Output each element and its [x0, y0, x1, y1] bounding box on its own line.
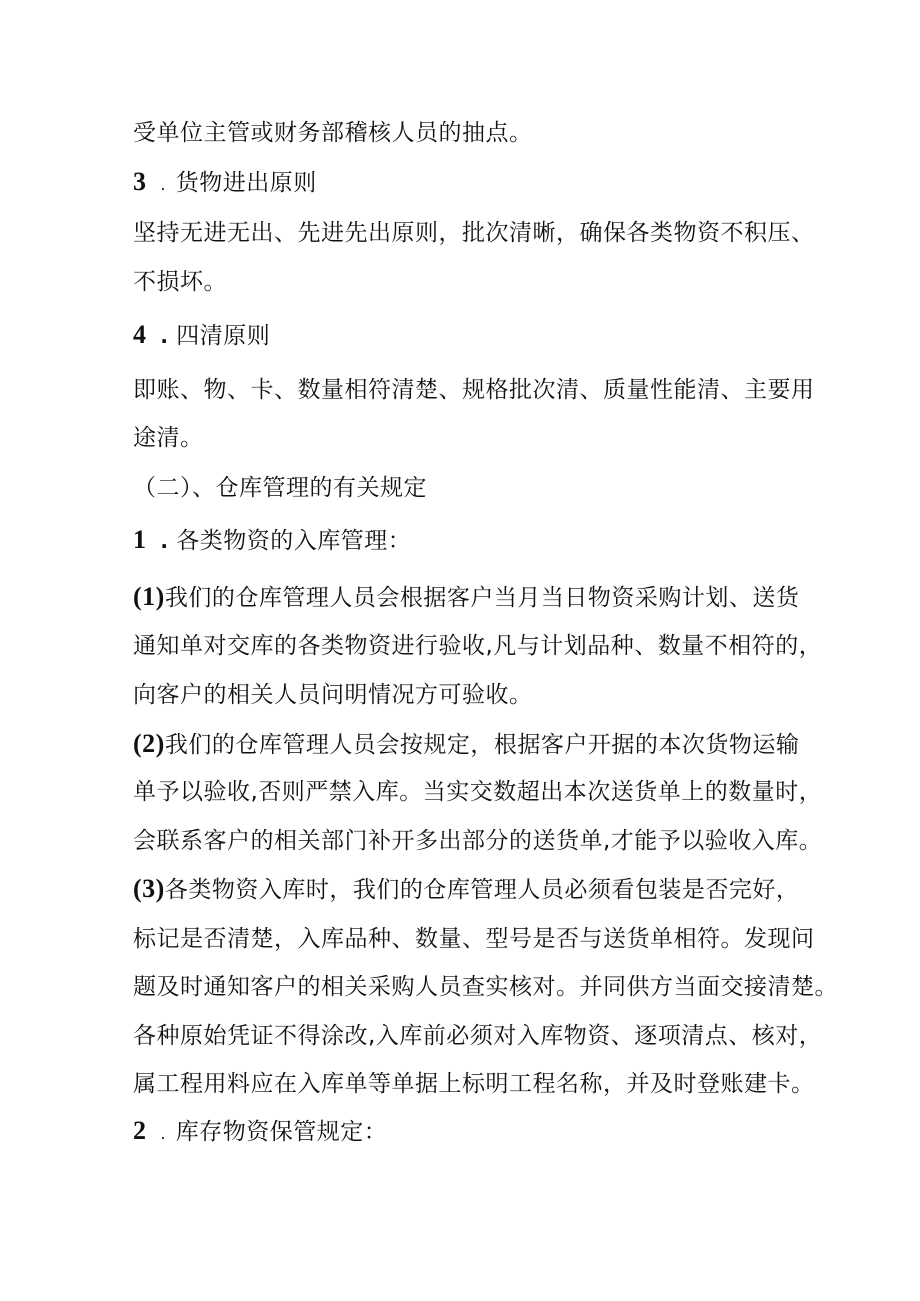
list-item-text: 各类物资入库时，我们的仓库管理人员必须看包装是否完好， — [164, 877, 800, 903]
list-item-text: 我们的仓库管理人员会根据客户当月当日物资采购计划、送货 — [164, 585, 800, 611]
paragraph-line: 不损坏。 — [133, 269, 227, 295]
list-item-number: (2) — [133, 729, 165, 758]
heading-inbound-management — [133, 525, 411, 556]
section-heading-warehouse-rules: （二）、仓库管理的有关规定 — [133, 475, 427, 501]
heading-separator: . — [160, 529, 169, 553]
heading-number: 4 — [133, 320, 147, 349]
paragraph-line: 题及时通知客户的相关采购人员查实核对。并同供方当面交接清楚。 — [133, 974, 838, 1000]
paragraph-line: 会联系客户的相关部门补开多出部分的送货单,才能予以验收入库。 — [133, 828, 823, 854]
paragraph-line: 各种原始凭证不得涂改,入库前必须对入库物资、逐项清点、核对， — [133, 1023, 823, 1049]
list-item-1 — [133, 582, 799, 613]
heading-number: 3 — [133, 167, 147, 196]
list-item-number: (1) — [133, 582, 165, 611]
heading-storage-rules — [133, 1116, 387, 1149]
heading-text: 货物进出原则 — [175, 170, 317, 196]
list-item-2 — [133, 729, 799, 760]
heading-text: 库存物资保管规定： — [175, 1119, 388, 1145]
list-item-3 — [133, 874, 799, 905]
paragraph-line: 通知单对交库的各类物资进行验收,凡与计划品种、数量不相符的， — [133, 633, 823, 659]
heading-four-clear-principle — [133, 320, 270, 351]
heading-separator: . — [160, 324, 169, 348]
paragraph-line: 单予以验收,否则严禁入库。当实交数超出本次送货单上的数量时， — [133, 779, 823, 805]
heading-separator: . — [160, 1124, 166, 1143]
heading-separator: . — [160, 175, 166, 194]
paragraph-line: 向客户的相关人员问明情况方可验收。 — [133, 682, 533, 708]
list-item-number: (3) — [133, 874, 165, 903]
paragraph-line: 属工程用料应在入库单等单据上标明工程名称，并及时登账建卡。 — [133, 1071, 815, 1097]
paragraph-line: 标记是否清楚，入库品种、数量、型号是否与送货单相符。发现问 — [133, 926, 815, 952]
heading-goods-in-out-principle — [133, 167, 317, 200]
list-item-text: 我们的仓库管理人员会按规定，根据客户开据的本次货物运输 — [164, 732, 800, 758]
heading-text: 四清原则 — [176, 323, 271, 349]
heading-number: 2 — [133, 1116, 147, 1145]
paragraph-line: 即账、物、卡、数量相符清楚、规格批次清、质量性能清、主要用 — [133, 377, 815, 403]
heading-text: 各类物资的入库管理： — [176, 528, 412, 554]
paragraph-line: 坚持无进无出、先进先出原则，批次清晰，确保各类物资不积压、 — [133, 220, 815, 246]
paragraph-line: 途清。 — [133, 425, 204, 451]
paragraph-line: 受单位主管或财务部稽核人员的抽点。 — [133, 120, 533, 146]
heading-number: 1 — [133, 525, 147, 554]
